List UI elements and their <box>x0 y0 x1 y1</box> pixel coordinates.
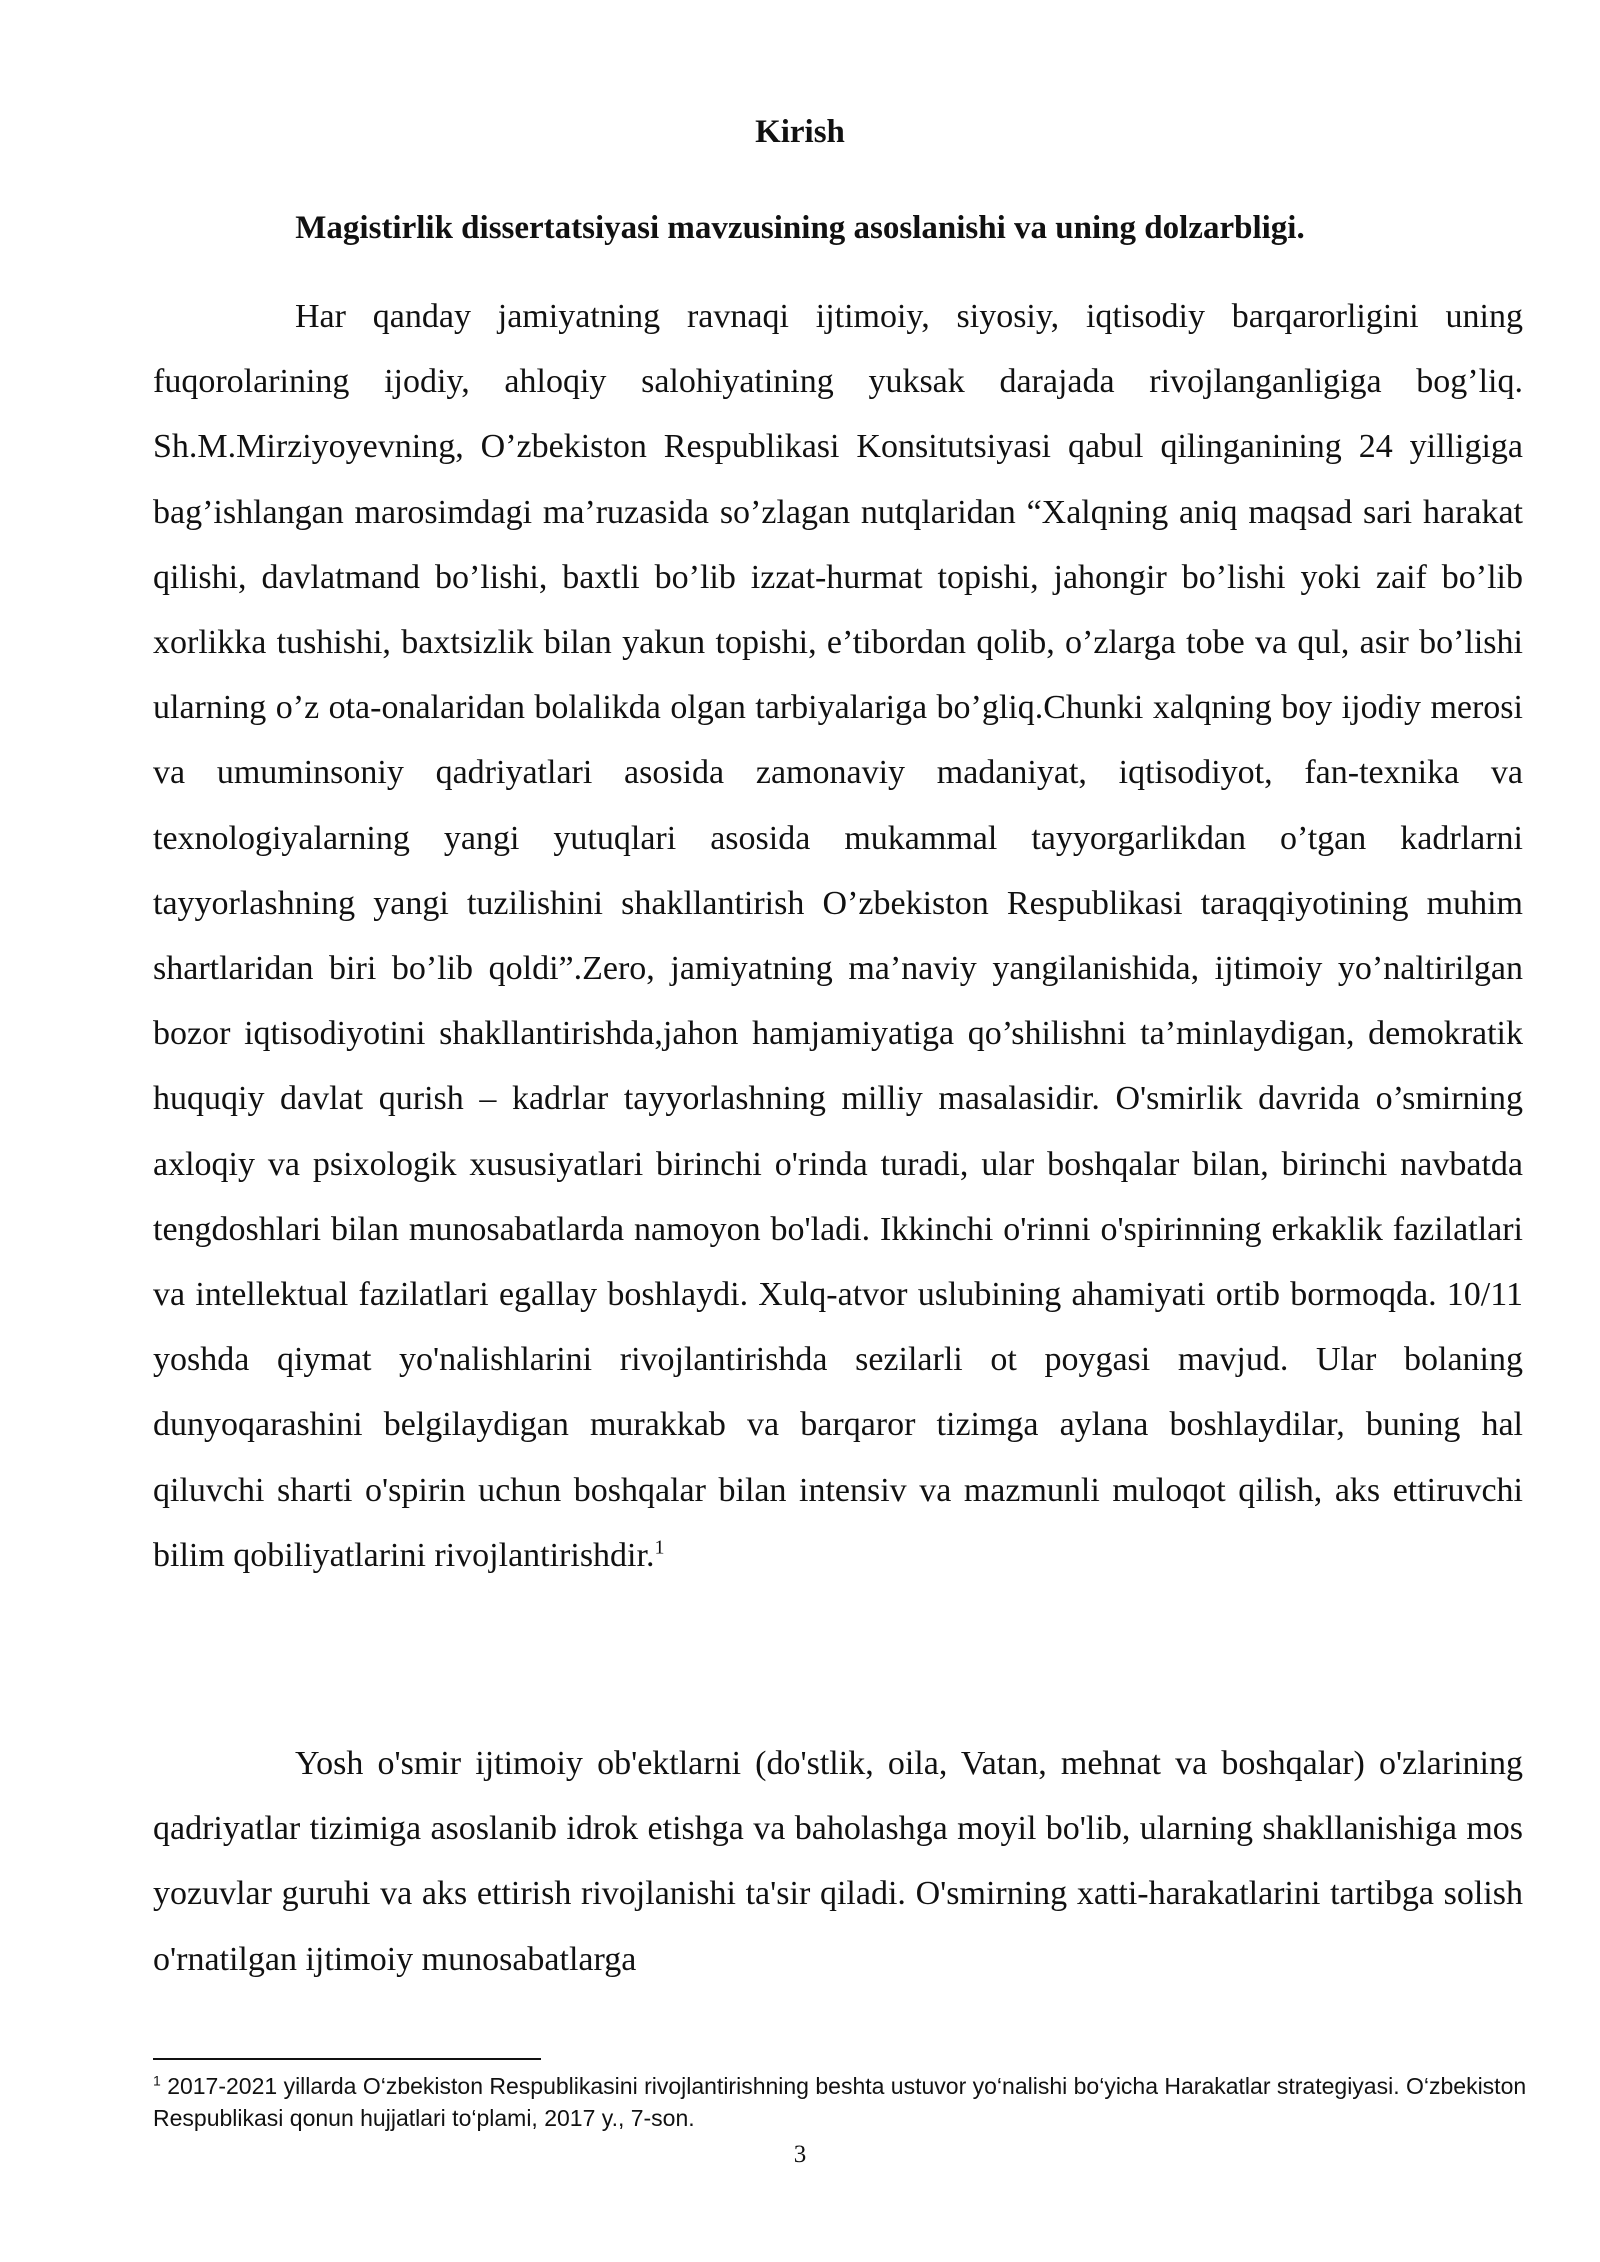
footnote <box>153 2070 1533 2134</box>
paragraph-1-text: Har qanday jamiyatning ravnaqi ijtimoiy, siyosiy, iqtisodiy barqarorligini uning fuqorolarining ijodiy, ahloqiy salohiyatining yuksak darajada rivojlanganligiga bog’liq. Sh.M.Mirziyoyevning, O’zbekiston Respublikasi Konsitutsiyasi qabul qilinganining 24 yilligiga bag’ishlangan marosimdagi ma’ruzasida so’zlagan nutqlaridan “Xalqning aniq maqsad sari harakat qilishi, davlatmand bo’lishi, baxtli bo’lib izzat-hurmat topishi, jahongir bo’lishi yoki zaif bo’lib xorlikka tushishi, baxtsizlik bilan yakun topishi, e’tibordan qolib, o’zlarga tobe va qul, asir bo’lishi ularning o’z ota-onalaridan bolalikda olgan tarbiyalariga bo’gliq.Chunki xalqning boy ijodiy merosi va umuminsoniy qadriyatlari asosida zamonaviy madaniyat, iqtisodiyot, fan-texnika va texnologiyalarning yangi yutuqlari asosida mukammal tayyorgarlikdan o’tgan kadrlarni tayyorlashning yangi tuzilishini shakllantirish O’zbekiston Respublikasi taraqqiyotining muhim shartlaridan biri bo’lib qoldi”.Zero, jamiyatning ma’naviy yangilanishida, ijtimoiy yo’naltirilgan bozor iqtisodiyotini shakllantirishda,jahon hamjamiyatiga qo’shilishni ta’minlaydigan, demokratik huquqiy davlat qurish – kadrlar tayyorlashning milliy masalasidir. O'smirlik davrida o’smirning axloqiy va psixologik xususiyatlari birinchi o'rinda turadi, ular boshqalar bilan, birinchi navbatda tengdoshlari bilan munosabatlarda namoyon bo'ladi. Ikkinchi o'rinni o'spirinning erkaklik fazilatlari va intellektual fazilatlari egallay boshlaydi. Xulq-atvor uslubining ahamiyati ortib bormoqda. 10/11 yoshda qiymat yo'nalishlarini rivojlantirishda sezilarli ot poygasi mavjud. Ular bolaning dunyoqarashini belgilaydigan murakkab va barqaror tizimga aylana boshlaydilar, buning hal qiluvchi sharti o'spirin uchun boshqalar bilan intensiv va mazmunli muloqot qilish, aks ettiruvchi bilim qobiliyatlarini rivojlantirishdir. <box>153 298 1523 1574</box>
body-paragraph-2 <box>153 1731 1523 1992</box>
body-paragraph-1 <box>153 284 1523 1588</box>
section-heading: Magistirlik dissertatsiyasi mavzusining asoslanishi va uning dolzarbligi. <box>295 210 1305 246</box>
footnote-reference[interactable]: 1 <box>654 1536 665 1559</box>
page-title: Kirish <box>755 114 845 150</box>
page-number: 3 <box>793 2141 807 2168</box>
footnote-separator <box>153 2058 541 2060</box>
footnote-text: 2017-2021 yillarda O‘zbekiston Respublikasini rivojlantirishning beshta ustuvor yo‘nalishi bo‘yicha Harakatlar strategiyasi. O‘zbekiston Respublikasi qonun hujjatlari to‘plami, 2017 y., 7-son. <box>153 2073 1527 2131</box>
paragraph-2-text: Yosh o'smir ijtimoiy ob'ektlarni (do'stlik, oila, Vatan, mehnat va boshqalar) o'zlarining qadriyatlar tizimiga asoslanib idrok etishga va baholashga moyil bo'lib, ularning shakllanishiga mos yozuvlar guruhi va aks ettirish rivojlanishi ta'sir qiladi. O'smirning xatti-harakatlarini tartibga solish o'rnatilgan ijtimoiy munosabatlarga <box>153 1745 1523 1978</box>
footnote-marker: 1 <box>153 2072 161 2089</box>
